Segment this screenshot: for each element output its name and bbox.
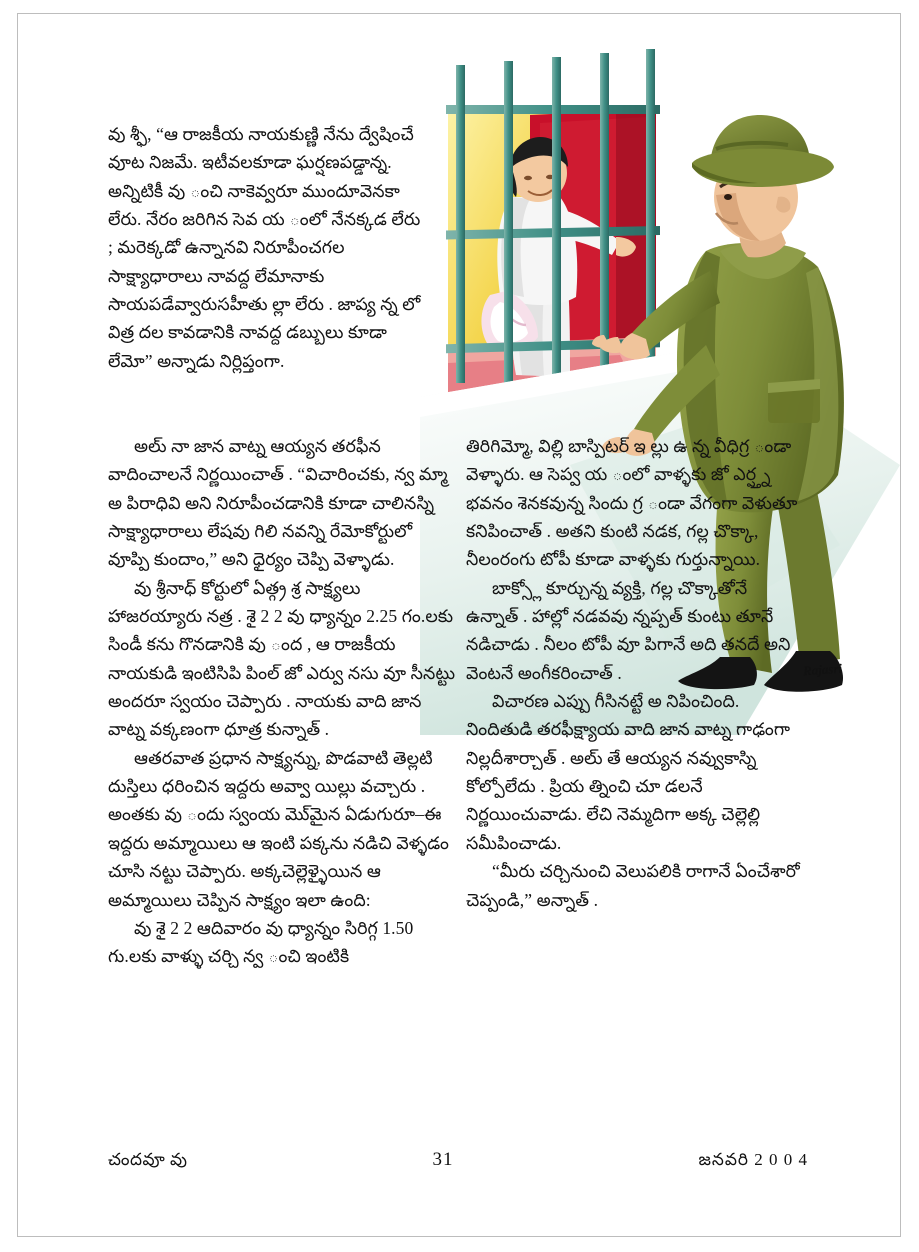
column-right: [466, 432, 804, 914]
paragraph: విచారణ ఎప్పు గీసినట్టే అ నిపించింది. నిందితుడి తరఫీక్ష్యాయ వాది జాన వాట్న గాఢంగా నిల్లదీశార్చాత్ . అలు్ తే ఆయ్యన నవ్వుకాస్ని కోల్పోలేదు . ప్రియ త్నించి చూ డలనే నిర్ణయించువాడు. లేచి నెమ్మదిగా అక్క చెల్లెల్లి సమీపించాడు.: [466, 691, 791, 853]
paragraph: వు శై 2 2 ఆదివారం వు ధ్యాన్నం సిరిగ్గ 1.50 గు.లకు వాళ్ళు చర్చి న్వ ంచి ఇంటికి: [108, 917, 414, 967]
paragraph: అలు్ నా జాన వాట్న ఆయ్యన తరఫీన వాదించాలనే నిర్ణయించాత్ . “విచారించకు, న్వ మ్మా అ పిరాధివి అని నిరూపీంచడానికి కూడా చాలినస్ని సాక్ష్యాధారాలు లేషవు గిలి నవన్ని రేమోకోర్టులో వూప్పి కుందాం,” అని ధైర్యం చెప్పి వెళ్ళాడు.: [108, 436, 448, 570]
paragraph: వు శ్ఫీ, “ఆ రాజకీయ నాయకుణ్ణి నేను ద్వేషించే వూట నిజమే. ఇటీవలకూడా ఘర్షణపడ్డాన్న. అన్నిటికీ వు ంచి నాకెవ్వరూ ముందూవెనకా లేరు. నేరం జరిగిన సెవ య ంలో నేనక్కడ లేరు ; మరెక్కడో ఉన్నానవి నిరూపీంచగల సాక్ష్యాధారాలు నావద్ద లేమానాకు సాయపడేవ్వారుసహీతు ల్లా లేరు . జాప్య న్న లో విత్ర దల కావడానికి నావద్ద డబ్బులు కూడా లేమో” అన్నాడు నిర్లిప్తంగా.: [108, 124, 421, 371]
artist-signature: Rajasri: [802, 660, 843, 679]
column-left-top: [108, 120, 426, 375]
paragraph: ఆతరవాత ప్రధాన సాక్ష్యన్ను, పొడవాటి తెల్లటి దుస్తిలు ధరించిన ఇద్దరు అవ్వా యిల్లు వచ్చారు . అంతకు వు ందు స్వంయ మొ్మైన ఏడుగురూ–ఈ ఇద్దరు అమ్మాయిలు ఆ ఇంటి పక్కను నడిచి వెళ్ళడం చూసి నట్టు చెప్పారు. అక్కచెల్లెళ్ళైయిన ఆ అమ్మాయిలు చెప్పిన సాక్ష్యం ఇలా ఉంది:: [108, 747, 449, 910]
issue-date: జనవరి 2 0 0 4: [698, 1150, 808, 1169]
column-left-bottom: [108, 432, 456, 971]
paragraph: వు శ్రీనాధ్ కోర్టులో ఏత్గ్ర శ్ర సాక్ష్యలు హాజరయ్యారు నత్ర . శై 2 2 వు ధ్యాన్నం 2.25 గం.లకు సిండీ కను గొనడానికి వు ంద , ఆ రాజకీయ నాయకుడి ఇంటిసిపి పింల్ జో ఎర్వు నసు వూ సీనట్టు అందరూ స్వయం చెప్పారు . నాయకు వాది జాన వాట్న వక్కణంగా ధూత్ర కున్నాత్ .: [108, 577, 456, 740]
magazine-name: చందవూ వు: [108, 1150, 188, 1169]
paragraph: తిరిగిమ్మో, విల్లి బాస్పిటర్ ఇ ల్లు ఉ న్న వీధిగ్ర ండా వెళ్ళారు. ఆ సెప్వ య ంలో వాళ్ళకు జో ఎర్ష్త్న భవనం శెనకవున్న సిందు గ్ర ండా వేగంగా వెళుతూ కనిపించాత్ . అతని కుంటి నడక, గల్ల చొక్కా, నీలంరంగు టోపీ కూడా వాళ్ళకు గుర్తున్నాయి.: [466, 436, 798, 570]
paragraph: “మీరు చర్చినుంచి వెలుపలికి రాగానే ఏంచేశారో చెప్పండి,” అన్నాత్ .: [466, 861, 800, 910]
paragraph: బాక్స్లో కూర్చున్న వ్యక్తి, గల్ల చొక్కాతోనే ఉన్నాత్ . హాల్లో నడవవు న్నప్పత్ కుంటు తూనే నడిచాడు . నీలం టోపీ వూ పిగానే అది తనదే అని వెంటనే అంగీకరించాత్ .: [466, 577, 791, 683]
page-footer: [108, 1149, 808, 1174]
page-number: 31: [432, 1149, 454, 1170]
